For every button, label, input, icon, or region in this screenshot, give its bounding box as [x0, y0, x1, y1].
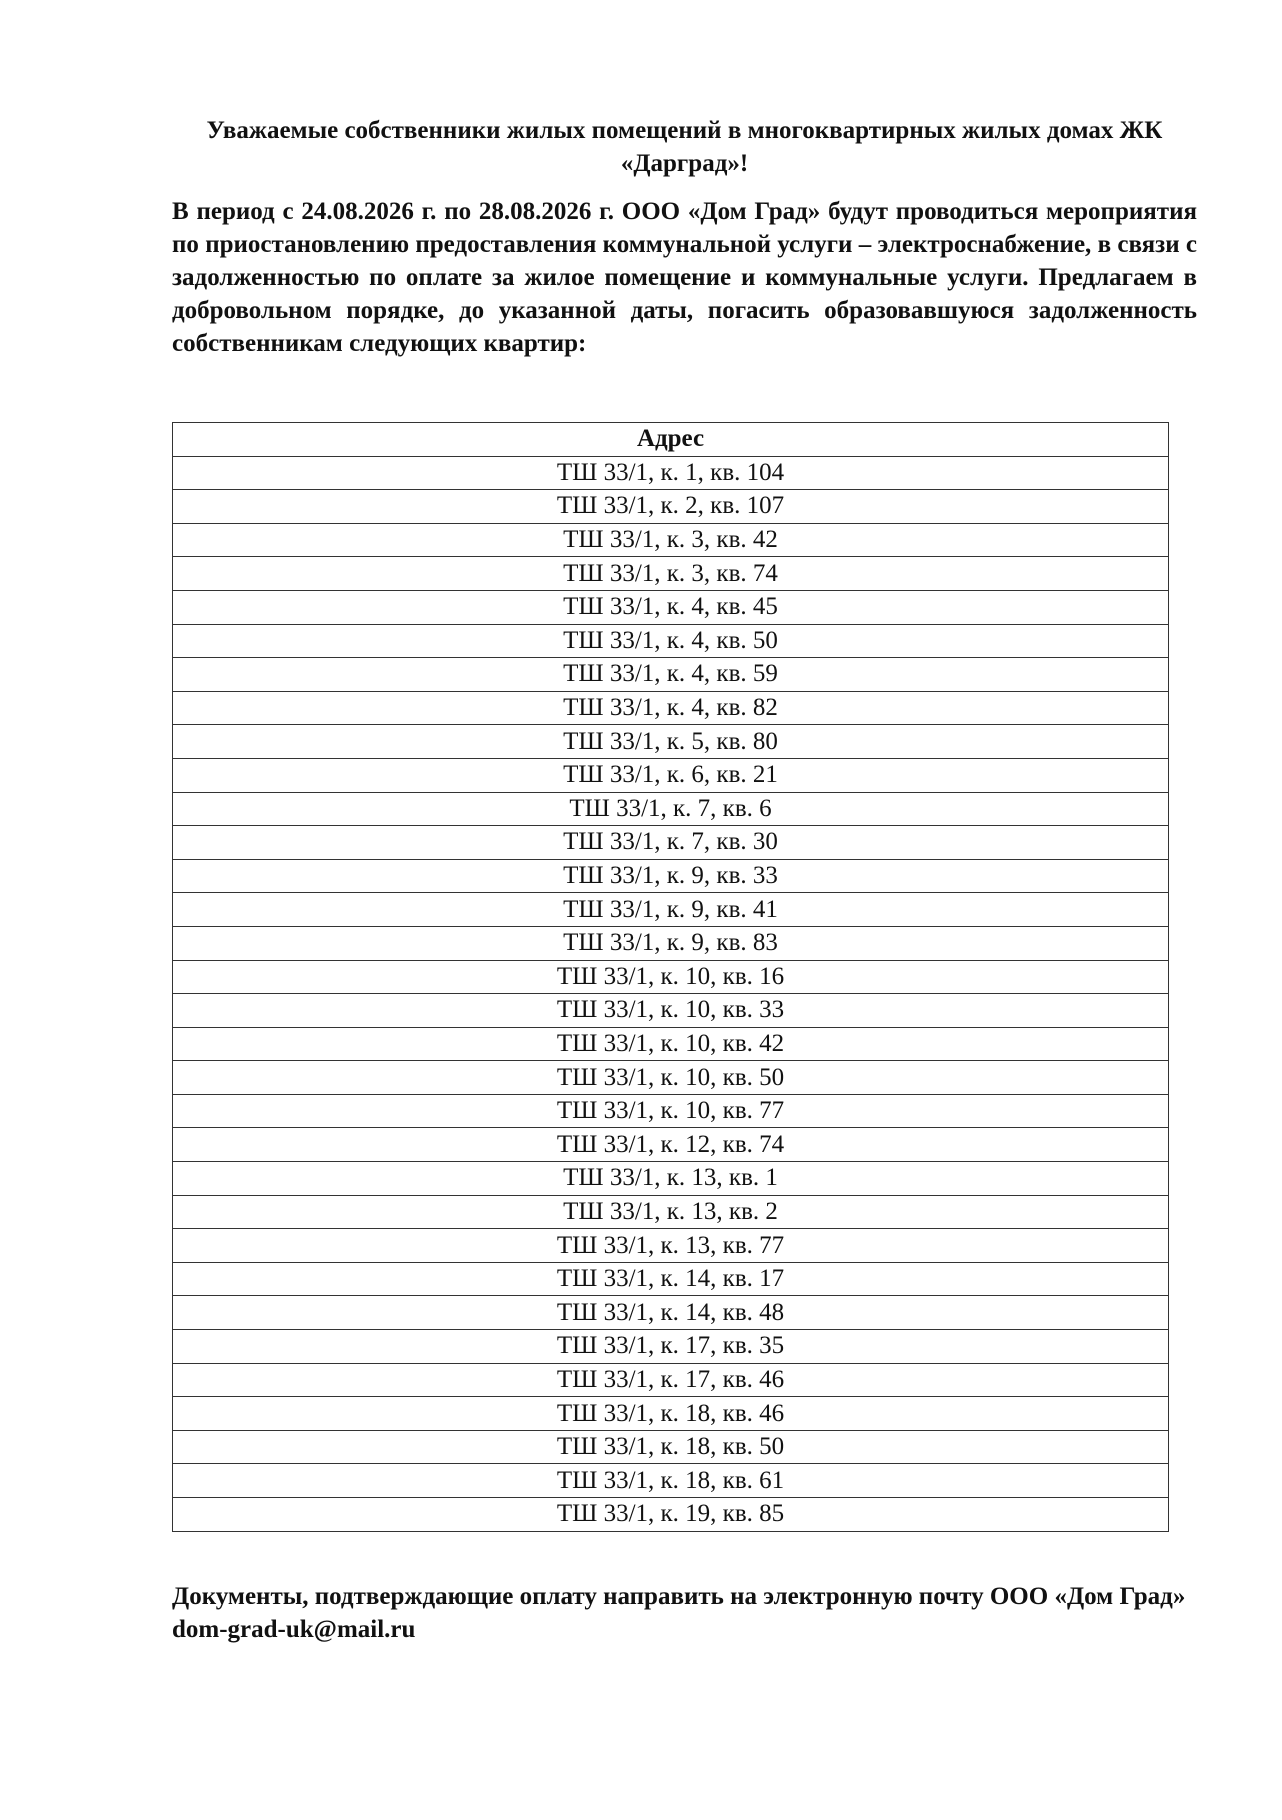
address-cell: ТШ 33/1, к. 10, кв. 77 [173, 1094, 1169, 1128]
table-row [173, 725, 1169, 759]
table-row [173, 658, 1169, 692]
address-cell: ТШ 33/1, к. 7, кв. 30 [173, 826, 1169, 860]
address-cell: ТШ 33/1, к. 13, кв. 2 [173, 1195, 1169, 1229]
table-row [173, 1296, 1169, 1330]
address-cell: ТШ 33/1, к. 14, кв. 17 [173, 1262, 1169, 1296]
table-row [173, 926, 1169, 960]
table-row [173, 1128, 1169, 1162]
table-row [173, 893, 1169, 927]
address-cell: ТШ 33/1, к. 17, кв. 46 [173, 1363, 1169, 1397]
title-line-1: Уважаемые собственники жилых помещений в многоквартирных жилых домах ЖК [206, 117, 1163, 144]
address-cell: ТШ 33/1, к. 19, кв. 85 [173, 1498, 1169, 1532]
address-table [172, 422, 1169, 1532]
address-cell: ТШ 33/1, к. 1, кв. 104 [173, 456, 1169, 490]
address-cell: ТШ 33/1, к. 5, кв. 80 [173, 725, 1169, 759]
address-cell: ТШ 33/1, к. 4, кв. 59 [173, 658, 1169, 692]
table-row [173, 490, 1169, 524]
table-row [173, 792, 1169, 826]
table-row [173, 557, 1169, 591]
address-cell: ТШ 33/1, к. 14, кв. 48 [173, 1296, 1169, 1330]
table-row [173, 826, 1169, 860]
address-cell: ТШ 33/1, к. 10, кв. 16 [173, 960, 1169, 994]
table-row [173, 624, 1169, 658]
table-row [173, 1027, 1169, 1061]
address-cell: ТШ 33/1, к. 18, кв. 61 [173, 1464, 1169, 1498]
table-row [173, 960, 1169, 994]
table-row [173, 1262, 1169, 1296]
table-row [173, 1397, 1169, 1431]
address-cell: ТШ 33/1, к. 12, кв. 74 [173, 1128, 1169, 1162]
address-cell: ТШ 33/1, к. 10, кв. 33 [173, 994, 1169, 1028]
table-row [173, 1464, 1169, 1498]
page-title [172, 114, 1197, 180]
table-row [173, 1430, 1169, 1464]
address-cell: ТШ 33/1, к. 18, кв. 46 [173, 1397, 1169, 1431]
address-cell: ТШ 33/1, к. 10, кв. 50 [173, 1061, 1169, 1095]
address-table-body [173, 456, 1169, 1531]
table-row [173, 1061, 1169, 1095]
address-cell: ТШ 33/1, к. 3, кв. 42 [173, 523, 1169, 557]
address-cell: ТШ 33/1, к. 7, кв. 6 [173, 792, 1169, 826]
address-cell: ТШ 33/1, к. 17, кв. 35 [173, 1330, 1169, 1364]
table-row [173, 994, 1169, 1028]
table-row [173, 1094, 1169, 1128]
table-header-row [173, 423, 1169, 457]
table-row [173, 456, 1169, 490]
address-cell: ТШ 33/1, к. 3, кв. 74 [173, 557, 1169, 591]
table-row [173, 523, 1169, 557]
address-cell: ТШ 33/1, к. 4, кв. 45 [173, 590, 1169, 624]
table-row [173, 1330, 1169, 1364]
address-cell: ТШ 33/1, к. 4, кв. 50 [173, 624, 1169, 658]
address-cell: ТШ 33/1, к. 13, кв. 1 [173, 1162, 1169, 1196]
address-cell: ТШ 33/1, к. 2, кв. 107 [173, 490, 1169, 524]
address-column-header: Адрес [173, 423, 1169, 457]
address-cell: ТШ 33/1, к. 4, кв. 82 [173, 691, 1169, 725]
table-row [173, 859, 1169, 893]
table-row [173, 691, 1169, 725]
address-cell: ТШ 33/1, к. 9, кв. 83 [173, 926, 1169, 960]
table-row [173, 1498, 1169, 1532]
address-cell: ТШ 33/1, к. 6, кв. 21 [173, 758, 1169, 792]
intro-paragraph: В период с 24.08.2026 г. по 28.08.2026 г. ООО «Дом Град» будут проводиться мероприятия по приостановлению предоставления коммунальной услуги – электроснабжение, в связи с задолженностью по оплате за жилое помещение и коммунальные услуги. Предлагаем в добровольном порядке, до указанной даты, погасить образовавшуюся задолженность собственникам следующих квартир: [172, 198, 1197, 357]
address-cell: ТШ 33/1, к. 9, кв. 41 [173, 893, 1169, 927]
address-cell: ТШ 33/1, к. 13, кв. 77 [173, 1229, 1169, 1263]
table-row [173, 1195, 1169, 1229]
footer-paragraph: Документы, подтверждающие оплату направить на электронную почту ООО «Дом Град» dom-grad-uk@mail.ru [172, 1583, 1186, 1643]
title-line-2: «Дарград»! [620, 150, 749, 177]
address-cell: ТШ 33/1, к. 9, кв. 33 [173, 859, 1169, 893]
table-row [173, 1363, 1169, 1397]
table-row [173, 1162, 1169, 1196]
table-row [173, 1229, 1169, 1263]
table-row [173, 590, 1169, 624]
address-cell: ТШ 33/1, к. 10, кв. 42 [173, 1027, 1169, 1061]
table-row [173, 758, 1169, 792]
address-cell: ТШ 33/1, к. 18, кв. 50 [173, 1430, 1169, 1464]
